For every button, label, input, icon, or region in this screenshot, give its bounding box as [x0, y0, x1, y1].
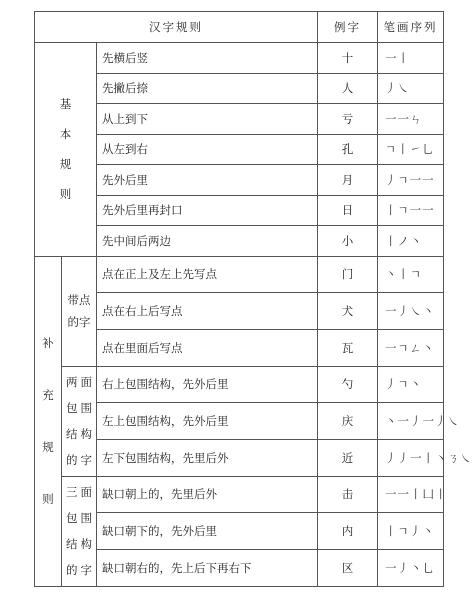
- table-row: [35, 476, 444, 513]
- supplement-rules-label: 补 充 规 则: [35, 256, 62, 586]
- table-row: [35, 256, 444, 293]
- stroke-sequence: ㄱ丨㇀乚: [378, 134, 444, 165]
- example-char: 击: [318, 476, 378, 513]
- stroke-sequence: 一一丨凵丨: [378, 476, 444, 513]
- rule-text: 缺口朝上的，先里后外: [97, 476, 318, 513]
- example-char: 十: [318, 43, 378, 74]
- example-char: 亏: [318, 104, 378, 135]
- example-char: 勺: [318, 366, 378, 403]
- example-char: 内: [318, 513, 378, 550]
- stroke-sequence: 一丨: [378, 43, 444, 74]
- example-char: 庆: [318, 403, 378, 440]
- table-row: [35, 293, 444, 330]
- table-row: [35, 513, 444, 550]
- example-char: 近: [318, 439, 378, 476]
- example-char: 区: [318, 550, 378, 587]
- table-row: [35, 134, 444, 165]
- table-row: [35, 73, 444, 104]
- rule-text: 点在里面后写点: [97, 329, 318, 366]
- example-char: 犬: [318, 293, 378, 330]
- table-row: [35, 439, 444, 476]
- table-row: [35, 43, 444, 74]
- table-row: [35, 329, 444, 366]
- rule-text: 右上包围结构，先外后里: [97, 366, 318, 403]
- rule-text: 先撇后捺: [97, 73, 318, 104]
- table-row: [35, 403, 444, 440]
- stroke-sequence: 一丿丶乚: [378, 550, 444, 587]
- stroke-sequence: 丶一丿一丿㇏: [378, 403, 444, 440]
- example-char: 门: [318, 256, 378, 293]
- rule-text: 先外后里再封口: [97, 195, 318, 226]
- stroke-sequence: 一ㄱㄥ丶: [378, 329, 444, 366]
- header-stroke-order: 笔画序列: [378, 12, 444, 43]
- example-char: 人: [318, 73, 378, 104]
- stroke-sequence: 一一ㄣ: [378, 104, 444, 135]
- rule-text: 缺口朝右的，先上后下再右下: [97, 550, 318, 587]
- table-row: [35, 366, 444, 403]
- stroke-sequence: 丿丿一丨丶ㄋ㇏: [378, 439, 444, 476]
- stroke-sequence: 丨ノ丶: [378, 226, 444, 257]
- group-label-dotted: 带点 的字: [62, 256, 97, 366]
- example-char: 日: [318, 195, 378, 226]
- rule-text: 先中间后两边: [97, 226, 318, 257]
- group-label-two-sided: 两面 包围 结构 的字: [62, 366, 97, 476]
- rule-text: 点在右上后写点: [97, 293, 318, 330]
- rule-text: 先外后里: [97, 165, 318, 196]
- example-char: 月: [318, 165, 378, 196]
- basic-rules-label: 基 本 规 则: [35, 43, 97, 257]
- rule-text: 先横后竖: [97, 43, 318, 74]
- rule-text: 左上包围结构，先外后里: [97, 403, 318, 440]
- stroke-sequence: 丿㇏: [378, 73, 444, 104]
- table-row: [35, 104, 444, 135]
- rule-text: 点在正上及左上先写点: [97, 256, 318, 293]
- rule-text: 从上到下: [97, 104, 318, 135]
- stroke-sequence: 一丿㇏丶: [378, 293, 444, 330]
- example-char: 瓦: [318, 329, 378, 366]
- rule-text: 从左到右: [97, 134, 318, 165]
- table-row: [35, 195, 444, 226]
- stroke-sequence: 丨ㄱ丿丶: [378, 513, 444, 550]
- stroke-sequence: 丿ㄱ丶: [378, 366, 444, 403]
- stroke-sequence: 丶丨ㄱ: [378, 256, 444, 293]
- rule-text: 左下包围结构，先里后外: [97, 439, 318, 476]
- example-char: 孔: [318, 134, 378, 165]
- example-char: 小: [318, 226, 378, 257]
- stroke-order-rules-table: [34, 11, 473, 587]
- header-rule: 汉字规则: [35, 12, 318, 43]
- rule-text: 缺口朝下的，先外后里: [97, 513, 318, 550]
- table-row: [35, 226, 444, 257]
- stroke-sequence: 丨ㄱ一一: [378, 195, 444, 226]
- header-row: [35, 12, 444, 43]
- table-row: [35, 165, 444, 196]
- group-label-three-sided: 三面 包围 结构 的字: [62, 476, 97, 586]
- header-example: 例字: [318, 12, 378, 43]
- stroke-sequence: 丿ㄱ一一: [378, 165, 444, 196]
- table-row: [35, 550, 444, 587]
